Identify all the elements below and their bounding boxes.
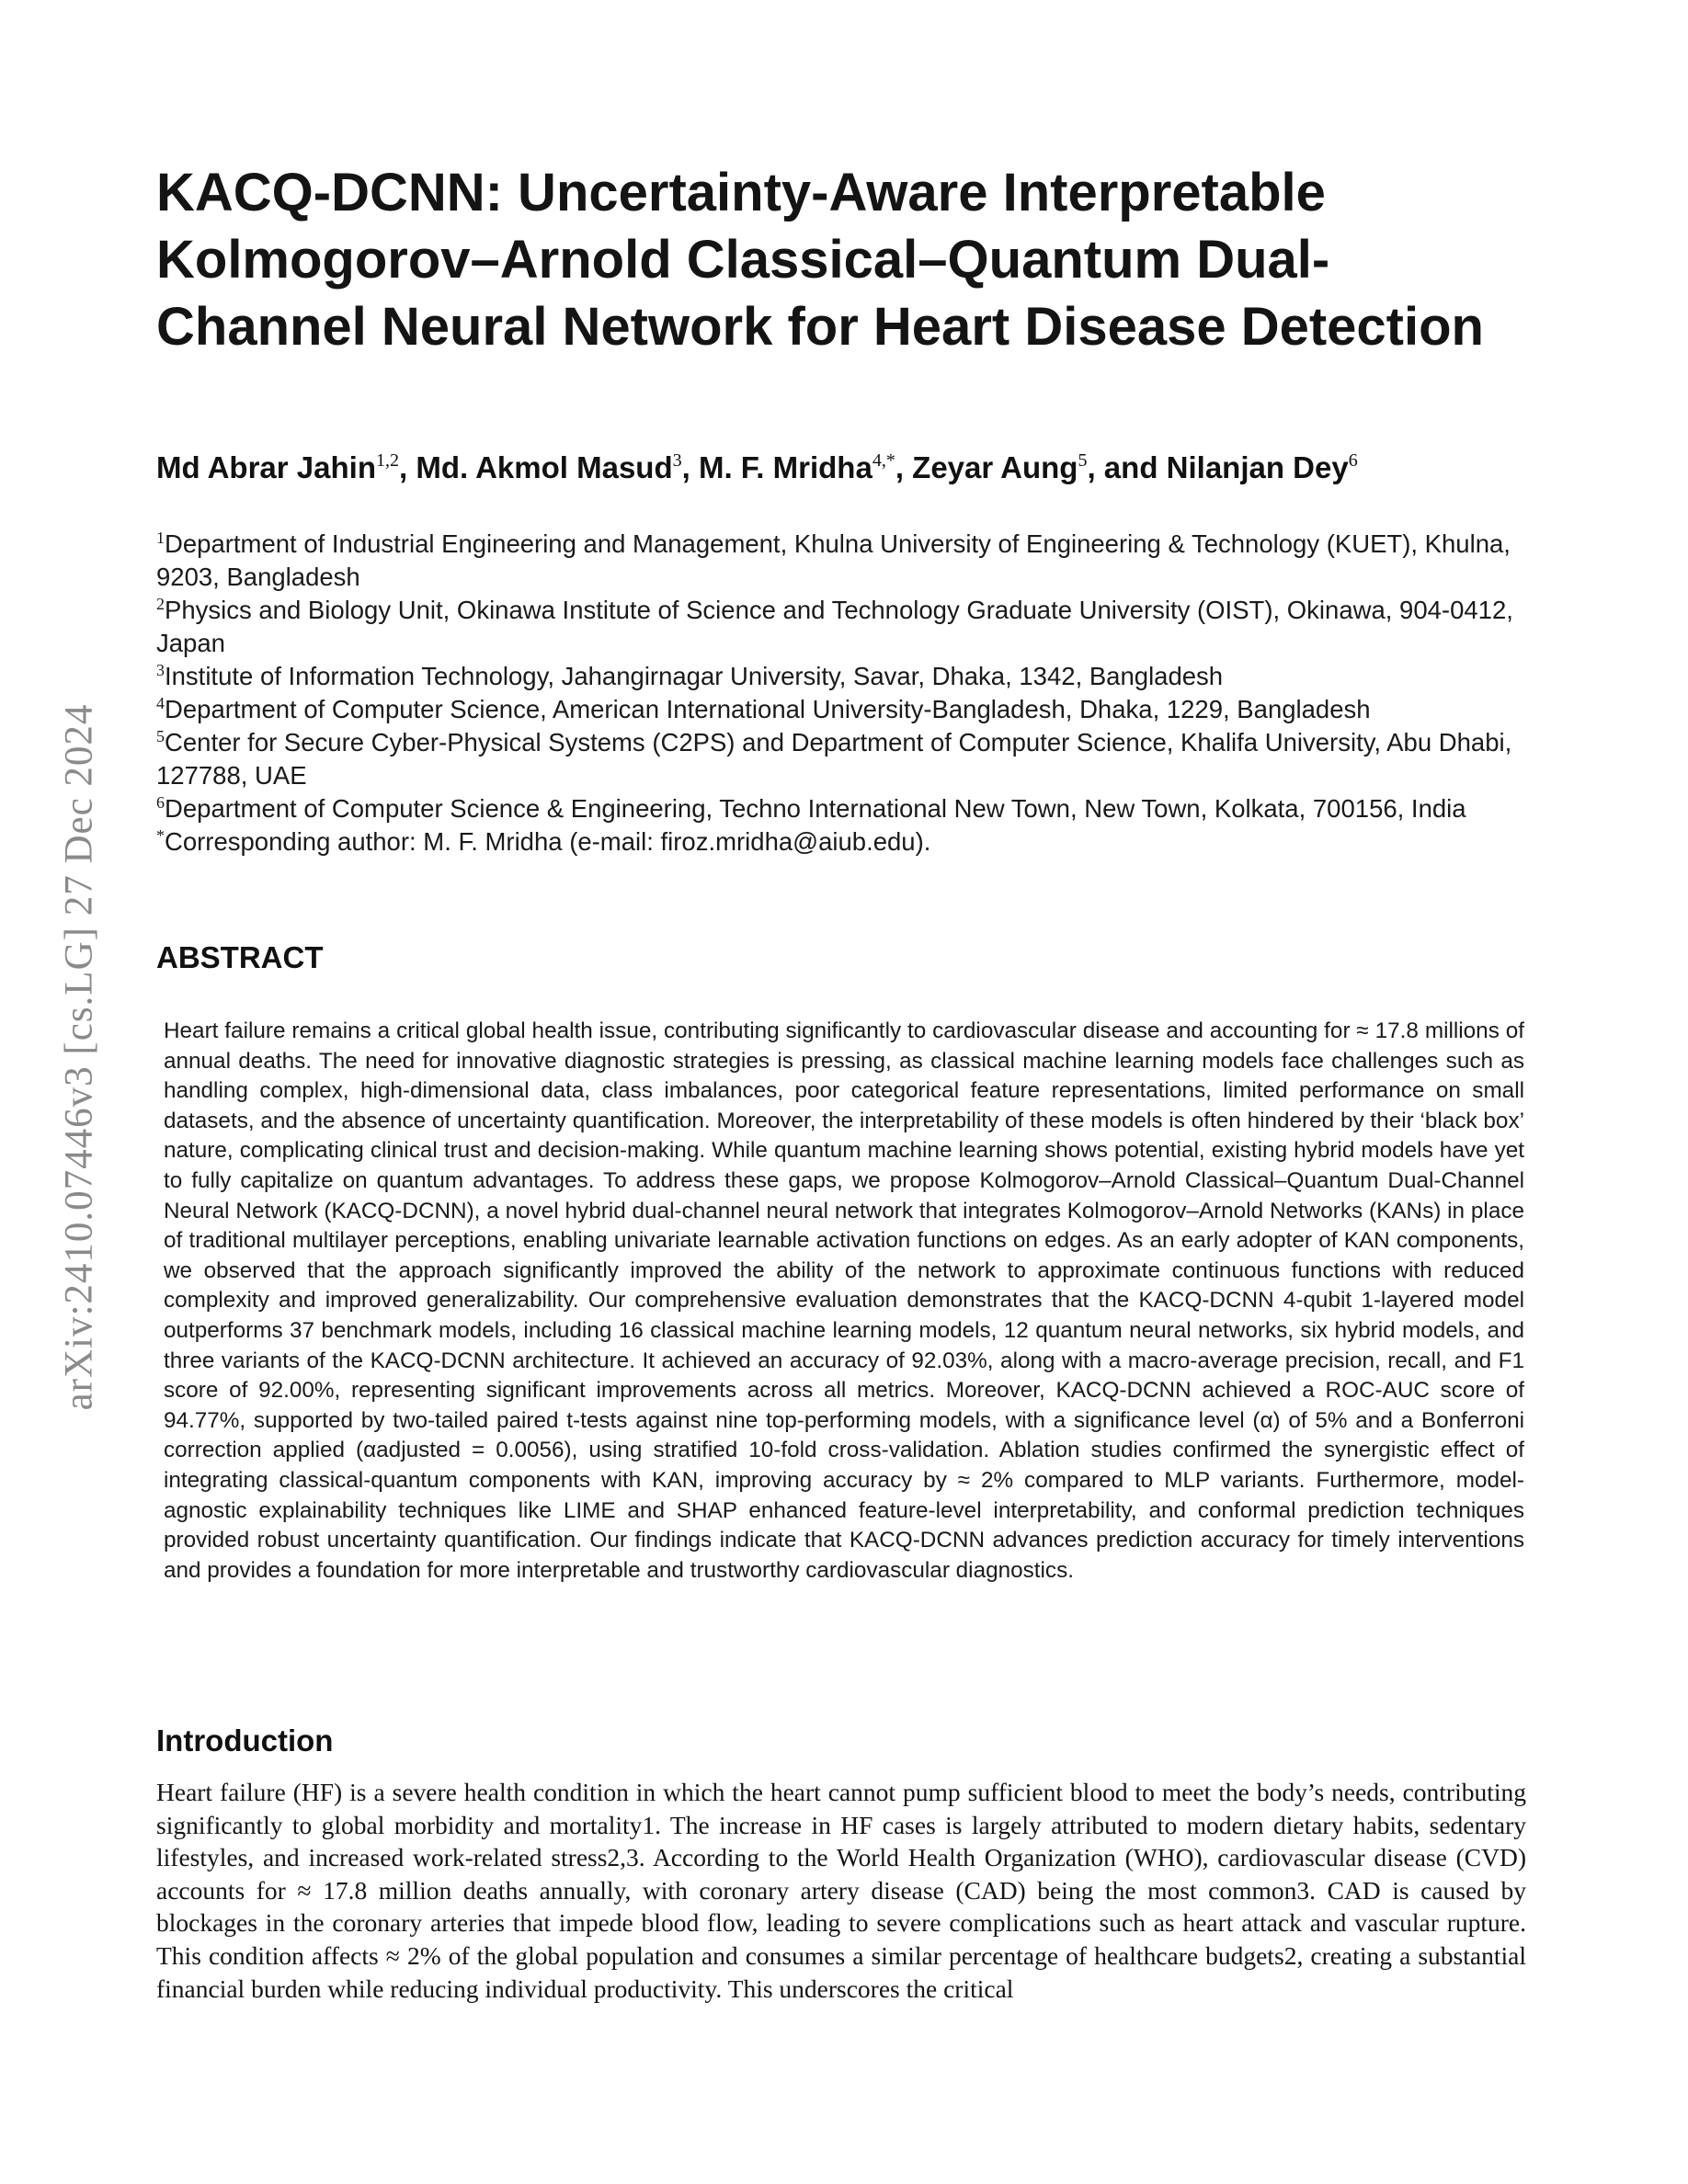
author-name: M. F. Mridha: [698, 450, 873, 484]
affiliation-item: [156, 528, 1535, 594]
author-affiliation-mark: 5: [1078, 450, 1088, 471]
affiliation-text: Center for Secure Cyber-Physical Systems (C2PS) and Department of Computer Science, Khalifa University, Abu Dhabi, 127788, UAE: [156, 728, 1512, 790]
affiliation-text: Department of Industrial Engineering and Management, Khulna University of Engineering & Technology (KUET), Khulna, 9203, Bangladesh: [156, 529, 1511, 591]
abstract-heading: ABSTRACT: [156, 940, 324, 974]
affiliation-text: Institute of Information Technology, Jahangirnagar University, Savar, Dhaka, 1342, Bangladesh: [165, 662, 1224, 690]
introduction-body: Heart failure (HF) is a severe health condition in which the heart cannot pump sufficient blood to meet the body’s needs, contributing significantly to global morbidity and mortality1. The increase in HF cases is largely attributed to modern dietary habits, sedentary lifestyles, and increased work-related stress2,3. According to the World Health Organization (WHO), cardiovascular disease (CVD) accounts for ≈ 17.8 million deaths annually, with coronary artery disease (CAD) being the most common3. CAD is caused by blockages in the coronary arteries that impede blood flow, leading to severe complications such as heart attack and vascular rupture. This condition affects ≈ 2% of the global population and consumes a similar percentage of healthcare budgets2, creating a substantial financial burden while reducing individual productivity. This underscores the critical: [156, 1778, 1526, 2003]
affiliation-mark: 4: [156, 694, 165, 712]
author-affiliation-mark: 4,*: [872, 450, 895, 471]
author-name: Zeyar Aung: [912, 450, 1078, 484]
author-affiliation-mark: 3: [672, 450, 682, 471]
corresponding-author-note: [156, 825, 1535, 859]
arxiv-identifier: arXiv:2410.07446v3 [cs.LG] 27 Dec 2024: [57, 703, 101, 1411]
affiliation-item: [156, 693, 1535, 726]
affiliation-text: Physics and Biology Unit, Okinawa Institute of Science and Technology Graduate University (OIST), Okinawa, 904-0412, Japan: [156, 596, 1513, 657]
affiliation-mark: 1: [156, 529, 165, 547]
affiliation-item: [156, 594, 1535, 660]
author-affiliation-mark: 6: [1348, 450, 1358, 471]
affiliation-mark: 2: [156, 595, 165, 613]
author-affiliation-mark: 1,2: [375, 450, 399, 471]
author-separator: , and: [1087, 450, 1167, 484]
affiliation-mark: 3: [156, 661, 165, 679]
paper-title: KACQ-DCNN: Uncertainty-Aware Interpretable Kolmogorov–Arnold Classical–Quantum Dual-Channel Neural Network for Heart Disease Detection: [156, 163, 1484, 357]
affiliation-text: Department of Computer Science, American International University-Bangladesh, Dhaka, 1229, Bangladesh: [165, 695, 1371, 723]
author-separator: ,: [895, 450, 913, 484]
affiliation-mark: 5: [156, 727, 165, 745]
affiliation-text: Department of Computer Science & Engineering, Techno International New Town, New Town, Kolkata, 700156, India: [165, 794, 1466, 823]
author-name: Nilanjan Dey: [1166, 450, 1349, 484]
arxiv-identifier-sidebar: [57, 576, 101, 1538]
author-list: [156, 448, 1535, 488]
affiliation-mark: 6: [156, 793, 165, 812]
affiliation-item: [156, 660, 1535, 693]
introduction-heading: Introduction: [156, 1723, 334, 1757]
abstract-body: Heart failure remains a critical global health issue, contributing significantly to cardiovascular disease and accounting for ≈ 17.8 millions of annual deaths. The need for innovative diagnostic strategies is pressing, as classical machine learning models face challenges such as handling complex, high-dimensional data, class imbalances, poor categorical feature representations, limited performance on small datasets, and the absence of uncertainty quantification. Moreover, the interpretability of these models is often hindered by their ‘black box’ nature, complicating clinical trust and decision-making. While quantum machine learning shows potential, existing hybrid models have yet to fully capitalize on quantum advantages. To address these gaps, we propose Kolmogorov–Arnold Classical–Quantum Dual-Channel Neural Network (KACQ-DCNN), a novel hybrid dual-channel neural network that integrates Kolmogorov–Arnold Networks (KANs) in place of traditional multilayer perceptions, enabling univariate learnable activation functions on edges. As an early adopter of KAN components, we observed that the approach significantly improved the ability of the network to approximate continuous functions with reduced complexity and improved generalizability. Our comprehensive evaluation demonstrates that the KACQ-DCNN 4-qubit 1-layered model outperforms 37 benchmark models, including 16 classical machine learning models, 12 quantum neural networks, six hybrid models, and three variants of the KACQ-DCNN architecture. It achieved an accuracy of 92.03%, along with a macro-average precision, recall, and F1 score of 92.00%, representing significant improvements across all metrics. Moreover, KACQ-DCNN achieved a ROC-AUC score of 94.77%, supported by two-tailed paired t-tests against nine top-performing models, with a significance level (α) of 5% and a Bonferroni correction applied (αadjusted = 0.0056), using stratified 10-fold cross-validation. Ablation studies confirmed the synergistic effect of integrating classical-quantum components with KAN, improving accuracy by ≈ 2% compared to MLP variants. Furthermore, model-agnostic explainability techniques like LIME and SHAP enhanced feature-level interpretability, and conformal prediction techniques provided robust uncertainty quantification. Our findings indicate that KACQ-DCNN advances prediction accuracy for timely interventions and provides a foundation for more interpretable and trustworthy cardiovascular diagnostics.: [164, 1018, 1524, 1583]
author-separator: ,: [681, 450, 699, 484]
affiliation-item: [156, 792, 1535, 825]
author-separator: ,: [398, 450, 416, 484]
affiliation-list: [156, 528, 1535, 859]
affiliation-item: [156, 726, 1535, 792]
author-name: Md. Akmol Masud: [416, 450, 673, 484]
author-name: Md Abrar Jahin: [156, 450, 376, 484]
affiliation-mark: *: [156, 826, 165, 845]
corresponding-author-text: Corresponding author: M. F. Mridha (e-mail: firoz.mridha@aiub.edu).: [165, 827, 931, 856]
